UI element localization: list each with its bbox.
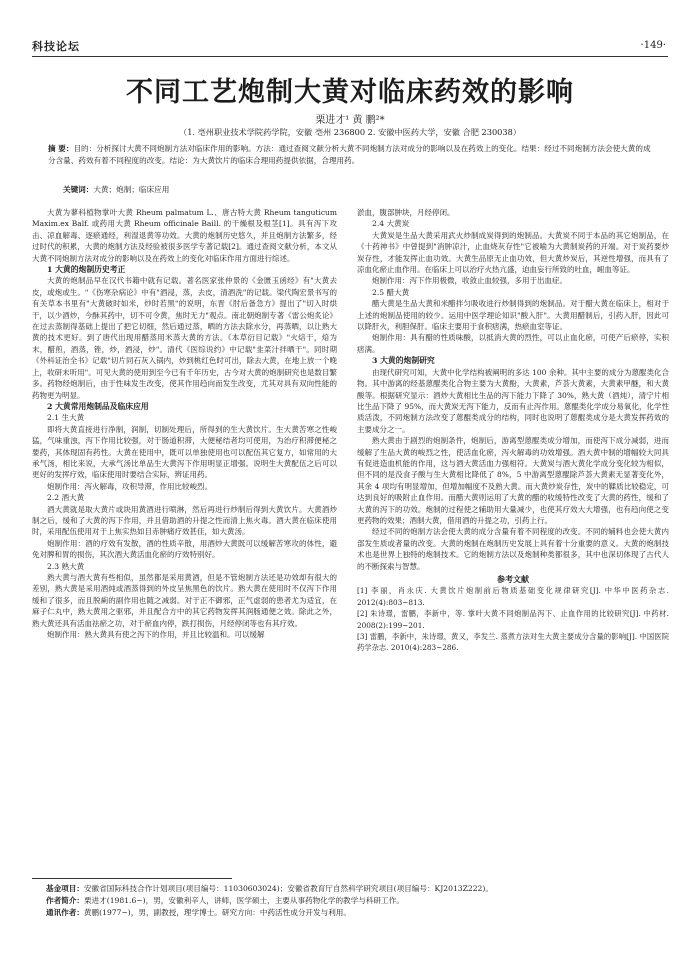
author-note [46, 895, 660, 907]
paragraph: 炮制作用：泻火解毒，攻积导滞，作用比较峻烈。 [47, 481, 212, 491]
correspondence-note [46, 907, 660, 919]
keywords [63, 184, 169, 195]
paragraph: 炮制作用：酒的疗效有发散，酒的性质辛散，用酒炒大黄既可以缓解苦寒攻的体性，避免对脾和胃的损伤，其次酒大黄活血化瘀的疗效特别好。 [32, 538, 337, 560]
fund-note [46, 883, 660, 895]
subsection-heading: 2.1 生大黄 [47, 413, 85, 423]
corr-label: 通讯作者： [46, 908, 84, 917]
left-column [32, 207, 337, 640]
paragraph: 熟大黄由于剧烈的炮制条件，炮制后，游离型蒽醌类成分增加，而使泻下成分减弱，进而缓解了生品大黄的峻烈之性，使活血化瘀，泻火解毒的功效增强。酒大黄中制的增幅较大同具有促进造血机能的作用，这与酒大黄活血力强相符。大黄炭与酒大黄化学成分变化较为相似，但不同的是没食子酸与生大黄相比降低了 8%，5 中游离型蒽醌除芦荟大黄素无显著变化外，其余 4 项均有明显增加，但增加幅度不及熟大黄。而大黄炒炭存性，炭中的鞣质比较稳定，可达到良好的吸附止血作用。而醋大黄则运用了大黄的醋的收缓特性改变了大黄的药性，缓和了大黄的泻下的功效。炮制的过程使之辅助用大量减少，也使其疗效大大增强，也有趋向使之变更药物的效果；酒制大黄，借用酒的升提之功，引药上行。 [357, 436, 669, 525]
paragraph: 醋大黄是生品大黄和米醋拌匀吸收进行炒制得到的炮制品。对于醋大黄在临床上，相对于上述的炮制品使用的较少。运用中医学理论知识"酸入肝"。大黄用醋制后，引药入肝，因此可以降肝火，利胆保肝。临床主要用于食积痞满，热瘀血室等证。 [357, 299, 669, 332]
footnotes [46, 883, 660, 919]
article-title: 不同工艺炮制大黄对临床药效的影响 [126, 77, 574, 108]
paragraph: 经过不同的炮制方法会使大黄的成分含量有着不同程度的改变。不同的辅料也会使大黄内部发生质或者量的改变。大黄的炮制在炮制历史发展上具有着十分重要的意义。大黄的炮制技术也是世界上独特的炮制技术。它的炮制方法以及炮制种类都很多，其中也深切体现了古代人的不断探索与智慧。 [357, 527, 669, 571]
paragraph: 淤血，腹部肿块，月经停闭。 [357, 208, 455, 217]
section-heading: 2 大黄常用炮制品及临床应用 [47, 401, 149, 411]
header-divider [32, 56, 668, 57]
author-label: 作者简介： [46, 896, 84, 905]
authors: 栗进才¹ 黄 鹏²* [315, 115, 385, 126]
paragraph: 炮制作用：泻下作用极微，收敛止血较强，多用于出血症。 [372, 276, 567, 286]
right-column [357, 207, 669, 654]
paragraph: 炮制作用：具有醋的性质味酸，以抵消大黄的烈性，可以止血化瘀，可使产后瘀停，实积痞满。 [357, 333, 669, 354]
paragraph: 大黄炭是生品大黄采用武火炒制成炭得到的炮制品。大黄炭不同于本品的其它炮制品，在《十药神书》中曾提到"消肿凉汁，止血烧灰存性"它被喻为大黄制炭药的开端。对于炭药要炒炭存性，才能发挥止血功效。大黄生品原无止血功效，但大黄炒炭后，其逆性增强，而具有了凉血化瘀止血作用。在临床上可以治疗火热亢盛，迫血妄行所致的吐血，衄血等证。 [357, 230, 669, 275]
footnote-divider [32, 878, 232, 879]
abstract [48, 143, 652, 167]
reference-item: [1] 李丽，肖永庆. 大黄饮片炮制前后物质基础变化规律研究[J]. 中华中医药杂志. 2012(4):803~813. [357, 586, 669, 607]
reference-item: [2] 朱诗璟，雷鹏，李新中，等. 掌叶大黄不同炮制品泻下、止血作用的比较研究[J]. 中药材. 2008(2):199~201. [357, 609, 669, 630]
paragraph: 酒大黄就是取大黄片或块用黄酒进行喷淋，然后再进行炒制后得到大黄饮片。大黄酒炒制之后，缓和了大黄的泻下作用，并且借助酒的升提之性而清上焦火毒。酒大黄在临床使用时，采用配伍使用对于上焦实热如目赤肿痛疗效甚佳，如大黄汤。 [32, 504, 337, 537]
abstract-text: 目的：分析探讨大黄不同炮制方法对临床作用的影响。方法：通过查阅文献分析大黄不同炮制方法对成分的影响以及在药效上的变化。结果：经过不同炮制方法会使大黄的成分含量、药效有着不同程度的改变。结论：为大黄饮片的临床合理用药提供依据，合理用药。 [48, 144, 651, 165]
reference-item: [3] 雷鹏，李新中，朱诗璟，黄又，李发兰. 蒸煮方法对生大黄主要成分含量的影响[J]. 中国医院药学杂志. 2010(4):283~286. [357, 632, 669, 653]
paragraph: 即将大黄直接进行净制，润制，切制处理后，所得到的生大黄饮片。生大黄苦寒之性峻猛，气味重浊，泻下作用比较强，对于肠道积滞，大便秘结者均可使用，为治疗积滞便秘之要药，其体现固有药性。大黄在使用中，既可以单独使用也可以配伍其它复方，如常用的大承气汤，相比来说，大承气汤比单品生大黄泻下作用明显正增强。说明生大黄配伍之后可以更好的发挥疗效，临床使用时要结合实际，辨证用药。 [32, 424, 337, 480]
paragraph: 炮制作用：熟大黄具有使之泻下的作用，并且比较温和。可以缓解 [47, 630, 265, 640]
subsection-heading: 2.5 醋大黄 [372, 287, 410, 297]
journal-column-name: 科技论坛 [32, 40, 80, 53]
fund-text: 安徽省国际科技合作计划项目(项目编号：11030603024)；安徽省教育厅自然科学研究项目(项目编号：KJ2013Z222)。 [83, 884, 493, 893]
paragraph: 大黄为蓼科植物掌叶大黄 Rheum palmatum L.、唐古特大黄 Rheum tanguticum Maxim.ex Balf. 或药用大黄 Rheum officinale Baill. 的干燥根及根茎[1]。具有泻下攻击、凉血解毒、逐瘀通经，利湿退黄等功效。大黄的炮制历史悠久，并且炮制方法繁多，经过时代的积累，大黄的炮制方法及经验被很多医学专著记载[2]。通过查阅文献分析，本文从大黄不同炮制方法对成分的影响以及在药效上的变化对临床作用方面进行综述。 [32, 208, 337, 263]
paragraph: 熟大黄与酒大黄有些相似，虽然都是采用黄酒，但是不管炮制方法还是功效却有很大的差别，熟大黄是采用酒炖或酒蒸得到的外皮呈焦黑色的饮片。熟大黄在使用时不仅泻下作用缓和了很多，而且脱痢的副作用也随之减弱。对于正不御邪，正气虚弱的患者尤为适宜，在麻子仁丸中，熟大黄用之驱邪，并且配合方中的其它药物发挥其润肠通便之效。除此之外，熟大黄还具有活血祛瘀之功，对于瘀血内停，跌打损伤，月经停闭等也有其疗效。 [32, 573, 337, 628]
subsection-heading: 2.3 熟大黄 [47, 561, 85, 571]
section-heading: 3 大黄的炮制研究 [372, 356, 435, 366]
keywords-label: 关键词： [63, 185, 94, 194]
fund-label: 基金项目： [46, 884, 84, 893]
affiliation: （1. 亳州职业技术学院药学院，安徽 亳州 236800 2. 安徽中医药大学，安徽 合肥 230038） [179, 127, 521, 137]
corr-text: 黄鹏(1977~)，男，副教授，理学博士。研究方向：中药活性成分开发与利用。 [83, 908, 351, 917]
keywords-text: 大黄；炮制；临床应用 [93, 185, 170, 194]
author-text: 栗进才(1981.6~)，男，安徽利辛人，讲师，医学硕士，主要从事药物化学的教学与科研工作。 [83, 896, 404, 905]
subsection-heading: 2.2 酒大黄 [47, 493, 85, 503]
page-number: ·149· [640, 40, 666, 51]
abstract-label: 摘 要： [48, 144, 74, 153]
paragraph: 大黄的炮制品早在汉代书籍中就有记载。著名医家张仲景的《金匮玉函经》有"大黄去皮，或炮或生。"《伤寒杂病论》中有"酒浸，蒸，去皮，清酒洗"的记载。梁代陶宏景书写的有关草本书里有"大黄破时如米，炒时若黑"的说明，东晋《肘后备急方》提出了"切入时烘干，以少酒炒，今酥其药中，切不可令黄，焦时无力"观点。南北朝炮制专著《雷公炮炙论》在过去蒸制得基础上提出了把它切细，然后通过蒸，晒的方法去除水分，再蒸晒，以让熟大黄的技术更好。到了唐代出现用醋蒸用米蒸大黄的方法。《本草衍目记载》"火焙干，焙为末，醋煎，酒蒸，锉，炒，酒浸，炒"。清代《医综说约》中记载"韭菜汁拌晒干"。同时期《外科证治全书》记载"切片同石灰入锅内，炒到桃红色时可出，除去大黄，在地上放一个晚上，收研末听用"。可见大黄的使用到至今已有千年历史，古今对大黄的炮制研究也是数目繁多。药物经炮制后，由于性味发生改变，使其作用趋向而发生改变，尤其对具有双向性能的药物更为明显。 [32, 276, 337, 400]
references-heading: 参考文献 [497, 574, 529, 584]
section-heading: 1 大黄的炮制历史考正 [47, 265, 126, 275]
subsection-heading: 2.4 大黄炭 [372, 219, 410, 229]
paragraph: 由现代研究可知，大黄中化学结构被阐明的多达 100 余种。其中主要的成分为蒽醌类化合物。其中游离的经基蒽醌类化合物主要为大黄酚，大黄素，芦荟大黄素，大黄素甲醚，和大黄酸等。根据研究显示：酒炒大黄相比生品的泻下能力下降了 30%，熟大黄（酒炖），清宁片相比生品下降了 95%，而大黄炭无泻下能力，反而有止泻作用。蒽醌类化学成分易氧化，化学性质活泼，不同炮制方法改变了蒽醌类成分的结构，同时也说明了蒽醌类成分是大黄发挥药效的主要成分之一。 [357, 367, 669, 434]
